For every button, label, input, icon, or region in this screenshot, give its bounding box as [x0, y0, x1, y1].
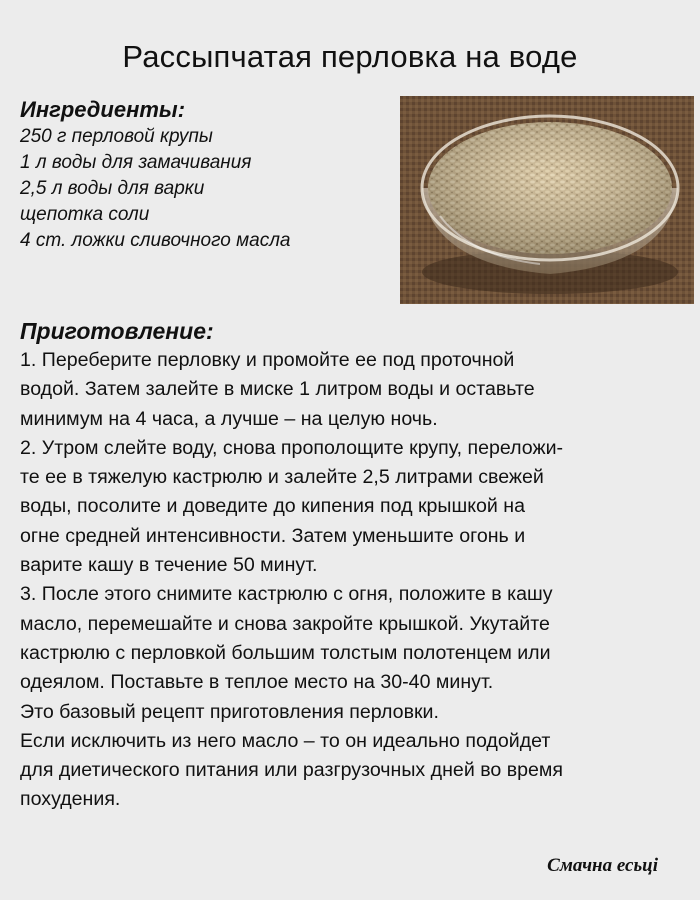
ingredients-heading: Ингредиенты: — [20, 97, 186, 122]
preparation-line: одеялом. Поставьте в теплое место на 30-40 минут. — [20, 671, 494, 694]
preparation-line: кастрюлю с перловкой большим толстым полотенцем или — [20, 641, 551, 664]
signature: Смачна есьці — [547, 855, 658, 876]
preparation-line: минимум на 4 часа, а лучше – на целую ночь. — [20, 407, 438, 430]
ingredient-item: 4 ст. ложки сливочного масла — [20, 230, 291, 251]
page-title: Рассыпчатая перловка на воде — [122, 38, 578, 74]
preparation-line: варите кашу в течение 50 минут. — [20, 554, 318, 577]
preparation-line: огне средней интенсивности. Затем уменьшите огонь и — [20, 524, 526, 547]
ingredient-item: 250 г перловой крупы — [20, 126, 213, 147]
preparation-line: 2. Утром слейте воду, снова прополощите крупу, переложи- — [20, 436, 564, 459]
preparation-line: Если исключить из него масло – то он идеально подойдет — [20, 729, 551, 752]
preparation-line: Это базовый рецепт приготовления перловки. — [20, 700, 439, 723]
barley-bowl-photo — [400, 96, 694, 304]
preparation-line: те ее в тяжелую кастрюлю и залейте 2,5 литрами свежей — [20, 466, 544, 489]
preparation-line: похудения. — [20, 788, 121, 811]
grain-shading — [428, 122, 672, 254]
ingredient-item: 2,5 л воды для варки — [20, 178, 205, 199]
preparation-heading: Приготовление: — [20, 318, 214, 344]
preparation-line: водой. Затем залейте в миске 1 литром воды и оставьте — [20, 378, 535, 401]
preparation-line: 3. После этого снимите кастрюлю с огня, положите в кашу — [20, 583, 553, 606]
preparation-line: 1. Переберите перловку и промойте ее под проточной — [20, 349, 515, 371]
ingredient-item: 1 л воды для замачивания — [20, 152, 252, 173]
preparation-line: воды, посолите и доведите до кипения под крышкой на — [20, 495, 526, 518]
ingredients-section — [20, 96, 400, 254]
preparation-line: для диетического питания или разгрузочных дней во время — [20, 759, 564, 782]
preparation-section — [20, 316, 688, 815]
preparation-line: масло, перемешайте и снова закройте крышкой. Укутайте — [20, 612, 550, 635]
ingredients-list — [20, 124, 400, 254]
ingredient-item: щепотка соли — [20, 204, 150, 225]
